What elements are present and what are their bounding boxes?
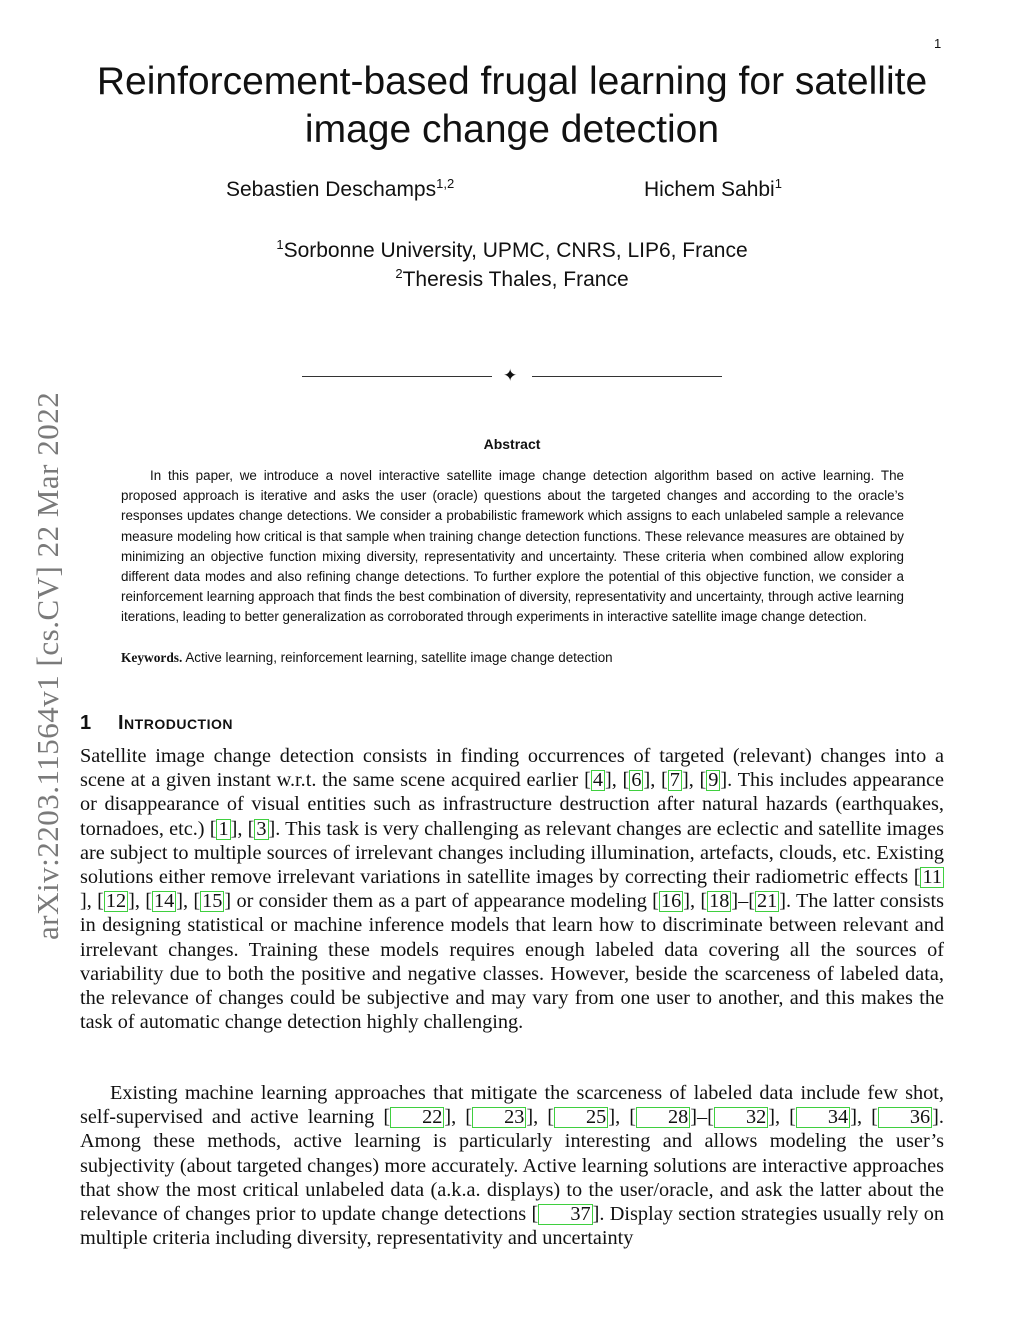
- paragraph-text: ]–[: [690, 1106, 714, 1129]
- citation-link[interactable]: 34: [796, 1107, 850, 1128]
- citation-link[interactable]: 6: [631, 769, 642, 792]
- author-deschamps: [226, 178, 454, 202]
- paragraph-text: ] or consider them as a part of appearance modeling [: [224, 890, 659, 913]
- abstract-text: In this paper, we introduce a novel interactive satellite image change detection algorithm based on active learning. The proposed approach is iterative and asks the user (oracle) questions about the targeted changes and according to the oracle’s responses updates change detections. We consider a probabilistic framework which assigns to each unlabeled sample a relevance measure modeling how critical is that sample when training change detection functions. These relevance measures are obtained by minimizing an objective function mixing diversity, representativity and uncertainty. These criteria when combined allow exploring different data modes and also refining change detections. To further explore the potential of this objective function, we consider a reinforcement learning approach that finds the best combination of diversity, representativity and uncertainty, through active learning iterations, leading to better generalization as corroborated through experiments in interactive satellite image change detection.: [121, 468, 904, 625]
- paragraph-text: ], [: [80, 890, 104, 913]
- paragraph-text: ], [: [176, 890, 201, 913]
- paragraph-text: ], [: [604, 769, 630, 792]
- divider-line-right: [532, 376, 722, 377]
- affiliation-text: Theresis Thales, France: [402, 268, 629, 291]
- paragraph-text: ], [: [768, 1106, 796, 1129]
- arxiv-identifier-stamp: arXiv:2203.11564v1 [cs.CV] 22 Mar 2022: [30, 391, 65, 940]
- author-sahbi: [644, 178, 782, 202]
- paragraph-text: ]. This includes appearance or disappearance of visual entities such as infrastructure destruction after natural hazards (earthquakes, tornadoes, etc.) [: [80, 769, 944, 840]
- citation-link[interactable]: 36: [878, 1107, 932, 1128]
- section-title: Introduction: [118, 712, 233, 734]
- citation-link[interactable]: 23: [472, 1107, 526, 1128]
- citation-link[interactable]: 12: [105, 890, 127, 913]
- paragraph-text: ], [: [444, 1106, 473, 1129]
- citation-link[interactable]: 32: [714, 1107, 768, 1128]
- affiliations: [0, 236, 1024, 294]
- paragraph-text: ]. Display section strategies usually rely on multiple criteria including diversity, representativity and uncertainty: [80, 1203, 945, 1250]
- author-name: Sebastien Deschamps: [226, 178, 437, 201]
- paragraph-text: ], [: [128, 890, 152, 913]
- paragraph-text: ], [: [526, 1106, 555, 1129]
- author-affiliation-mark: 1,2: [436, 176, 455, 191]
- citation-link[interactable]: 16: [660, 890, 682, 913]
- paragraph-text: ]–[: [731, 890, 756, 913]
- title-divider: [300, 366, 724, 386]
- paragraph-text: Existing machine learning approaches that mitigate the scarceness of labeled data include few shot, self-supervised and active learning [: [80, 1082, 944, 1129]
- author-name: Hichem Sahbi: [644, 178, 775, 201]
- affiliation-2: [0, 265, 1024, 294]
- section-heading: [80, 712, 233, 735]
- citation-link[interactable]: 15: [202, 890, 223, 913]
- citation-link[interactable]: 28: [636, 1107, 690, 1128]
- citation-link[interactable]: 25: [554, 1107, 608, 1128]
- citation-link[interactable]: 7: [669, 769, 680, 792]
- paragraph-text: ]. The latter consists in designing statistical or machine inference models that learn how to discriminate between relevant and irrelevant changes. Training these models requires enough labeled data covering all the sources of variability due to both the positive and negative classes. However, beside the scarceness of labeled data, the relevance of changes could be subjective and may vary from one user to another, and this makes the task of automatic change detection highly challenging.: [80, 890, 944, 1034]
- affiliation-mark: 1: [276, 237, 284, 252]
- divider-line-left: [302, 376, 492, 377]
- keywords-label: Keywords.: [121, 650, 183, 665]
- intro-paragraph-2: [80, 1081, 944, 1250]
- citation-link[interactable]: 21: [757, 890, 778, 913]
- abstract-heading: Abstract: [483, 436, 541, 452]
- paragraph-text: ]. This task is very challenging as relevant changes are eclectic and satellite images are subject to multiple sources of irrelevant changes including illumination, artefacts, clouds, etc. Existing solutions either remove irrelevant variations in satellite images by correcting their radiometric effects [: [80, 817, 944, 889]
- citation-link[interactable]: 3: [256, 817, 267, 840]
- citation-link[interactable]: 22: [390, 1107, 444, 1128]
- keywords-text: Active learning, reinforcement learning, satellite image change detection: [185, 650, 613, 665]
- keywords: [121, 648, 904, 668]
- paragraph-text: ], [: [608, 1106, 636, 1129]
- paragraph-text: Satellite image change detection consists in finding occurrences of targeted (relevant) changes into a scene at a given instant w.r.t. the same scene acquired earlier [: [80, 745, 944, 792]
- paragraph-text: ], [: [230, 817, 255, 840]
- paragraph-text: ], [: [681, 769, 707, 792]
- affiliation-mark: 2: [395, 266, 403, 281]
- paragraph-text: ]. Among these methods, active learning is particularly interesting and allows modeling the user’s subjectivity (about targeted changes) more accurately. Active learning solutions are interactive approaches that show the most critical unlabeled data (a.k.a. displays) to the user/oracle, and ask the latter about the relevance of changes prior to update change detections [: [80, 1106, 944, 1226]
- paragraph-text: ], [: [683, 890, 708, 913]
- paragraph-text: ], [: [850, 1106, 878, 1129]
- citation-link[interactable]: 18: [709, 890, 730, 913]
- citation-link[interactable]: 14: [154, 890, 175, 913]
- citation-link[interactable]: 4: [592, 769, 603, 792]
- section-number: 1: [80, 712, 92, 734]
- citation-link[interactable]: 11: [922, 866, 942, 889]
- affiliation-1: [0, 236, 1024, 265]
- author-affiliation-mark: 1: [774, 176, 782, 191]
- intro-paragraph-1: [80, 744, 944, 1034]
- citation-link[interactable]: 1: [218, 817, 229, 840]
- page-number: 1: [934, 36, 942, 51]
- four-point-star-icon: ✦: [503, 366, 518, 385]
- citation-link[interactable]: 37: [538, 1204, 592, 1225]
- paragraph-text: ], [: [643, 769, 668, 792]
- affiliation-text: Sorbonne University, UPMC, CNRS, LIP6, France: [283, 239, 748, 262]
- citation-link[interactable]: 9: [708, 769, 719, 792]
- paper-title: Reinforcement-based frugal learning for satellite image change detection: [96, 60, 928, 151]
